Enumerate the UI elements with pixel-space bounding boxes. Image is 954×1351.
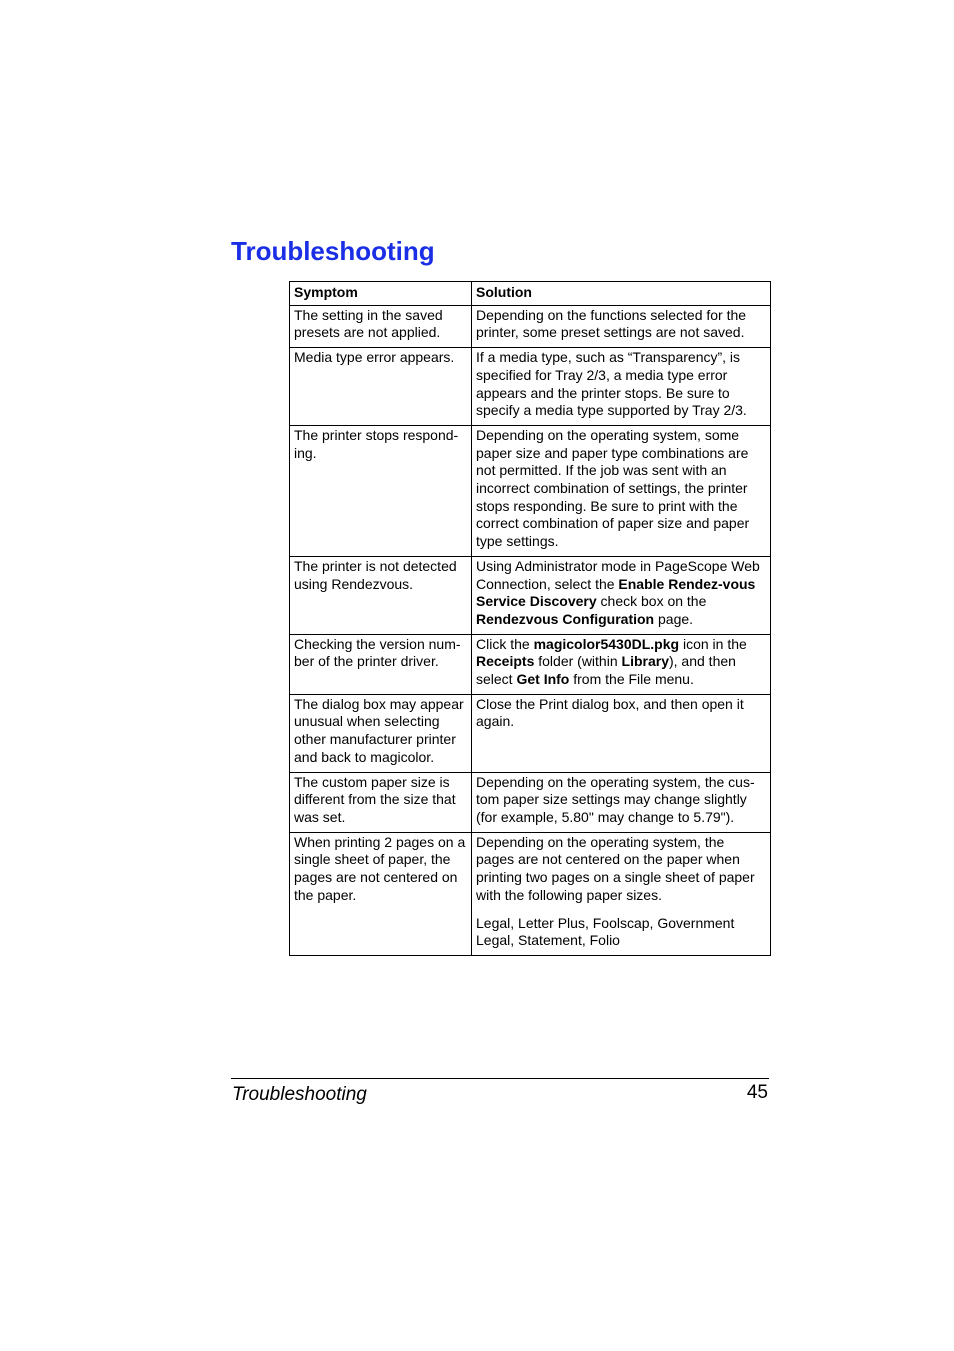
solution-text: Depending on the operating system, some paper size and paper type combinations are not permitted. If the job was sent with an incorrect combination of settings, the printer stops responding. Be sure to print with the correct combination of paper size and paper type settings.	[476, 426, 750, 550]
symptom-cell: Media type error appears.	[290, 348, 472, 426]
paper-size-list: Legal, Letter Plus, Foolscap, Government Legal, Statement, Folio	[476, 914, 735, 949]
page-title: Troubleshooting	[231, 236, 435, 266]
footer-divider	[231, 1078, 769, 1079]
solution-cell	[472, 772, 771, 832]
table-row	[290, 634, 771, 694]
table-row	[290, 832, 771, 955]
symptom-cell: The custom paper size is different from the size that was set.	[290, 772, 472, 832]
symptom-cell: The dialog box may appear unusual when selecting other manufacturer printer and back to magicolor.	[290, 694, 472, 772]
solution-cell	[472, 556, 771, 634]
symptom-cell: The printer stops respond-ing.	[290, 425, 472, 556]
table-row	[290, 772, 771, 832]
table-header-row	[290, 282, 771, 306]
ui-term: Receipts	[476, 653, 535, 670]
solution-cell	[472, 425, 771, 556]
solution-text: icon in the	[679, 635, 747, 652]
ui-term: magicolor5430DL.pkg	[533, 635, 680, 652]
ui-term: Library	[621, 653, 669, 670]
table-row	[290, 694, 771, 772]
column-header-solution: Solution	[472, 282, 771, 306]
ui-term: Enable Rendez-vous Service Discovery	[476, 575, 756, 610]
ui-term: Rendezvous Configuration	[476, 610, 655, 627]
symptom-cell: Checking the version num-ber of the printer driver.	[290, 634, 472, 694]
solution-text: Click the	[476, 635, 534, 652]
solution-text: Depending on the operating system, the cus-tom paper size settings may change slightly (for example, 5.80" may change to 5.79").	[476, 773, 755, 825]
solution-cell	[472, 832, 771, 955]
solution-cell	[472, 305, 771, 347]
solution-text: If a media type, such as “Transparency”, is specified for Tray 2/3, a media type error appears and the printer stops. Be sure to specify a media type supported by Tray 2/3.	[476, 349, 747, 419]
solution-text: Using Administrator mode in PageScope Web Connection, select the	[476, 557, 760, 592]
column-header-symptom: Symptom	[290, 282, 472, 306]
solution-text: Close the Print dialog box, and then open it again.	[476, 695, 744, 730]
solution-text: check box on the	[596, 593, 707, 610]
solution-text: from the File menu.	[569, 671, 694, 688]
solution-text: ), and then select	[476, 653, 736, 688]
troubleshooting-table	[289, 281, 771, 956]
table-row	[290, 425, 771, 556]
solution-cell	[472, 634, 771, 694]
footer-section-title: Troubleshooting	[232, 1084, 367, 1105]
symptom-cell: When printing 2 pages on a single sheet of paper, the pages are not centered on the paper.	[290, 832, 472, 955]
symptom-cell: The printer is not detected using Rendezvous.	[290, 556, 472, 634]
table-row	[290, 348, 771, 426]
solution-text: folder (within	[534, 653, 622, 670]
solution-cell	[472, 694, 771, 772]
solution-cell	[472, 348, 771, 426]
page-number: 45	[746, 1082, 768, 1103]
table-row	[290, 556, 771, 634]
solution-text: Depending on the operating system, the pages are not centered on the paper when printing two pages on a single sheet of paper with the following paper sizes.	[476, 833, 755, 903]
solution-text: page.	[654, 610, 694, 627]
symptom-cell: The setting in the saved presets are not applied.	[290, 305, 472, 347]
ui-term: Get Info	[516, 671, 570, 688]
solution-text: Depending on the functions selected for the printer, some preset settings are not saved.	[476, 306, 747, 341]
table-row	[290, 305, 771, 347]
